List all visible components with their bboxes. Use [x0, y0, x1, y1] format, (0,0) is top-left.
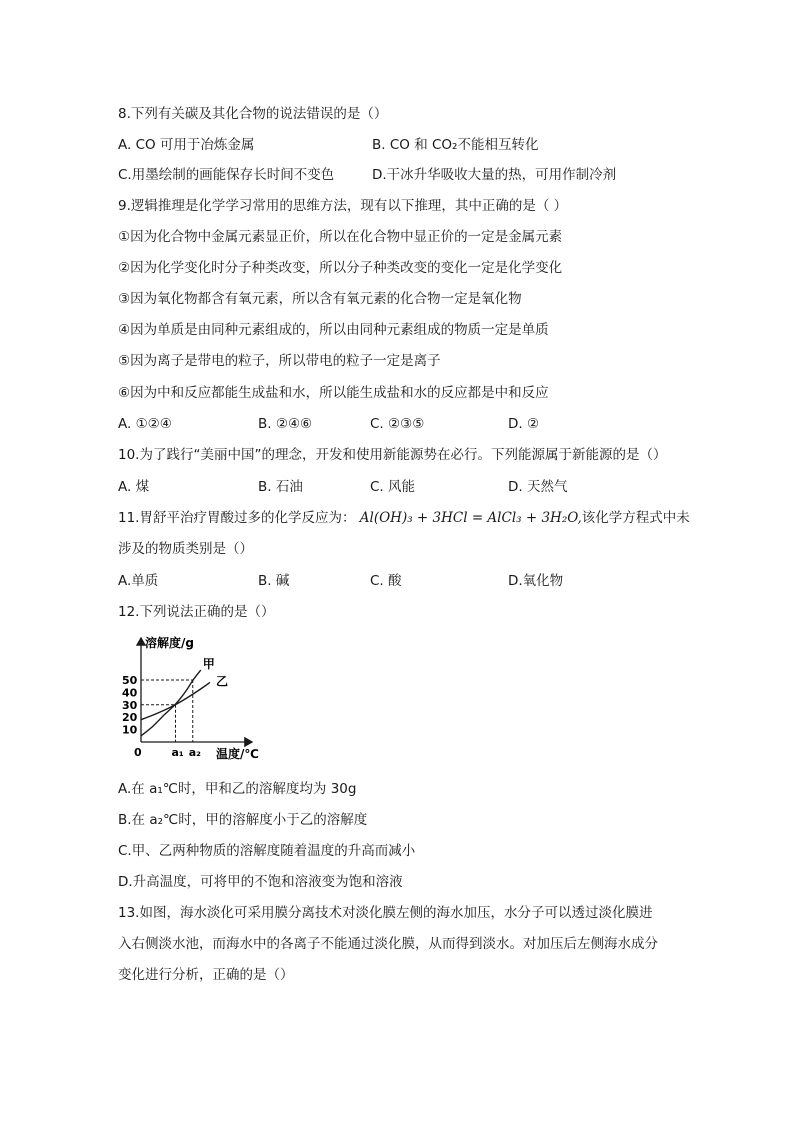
q12-option-d: D.升高温度，可将甲的不饱和溶液变为饱和溶液	[118, 874, 403, 890]
q10-stem: 10.为了践行“美丽中国”的理念，开发和使用新能源势在必行。下列能源属于新能源的是（）	[118, 447, 667, 463]
series-label-jia: 甲	[202, 657, 215, 672]
q12-stem: 12.下列说法正确的是（）	[118, 604, 275, 620]
q11-stem-line2: 涉及的物质类别是（）	[118, 541, 253, 557]
q9-option-a: A. ①②④	[118, 416, 172, 432]
q11-option-c: C. 酸	[370, 573, 402, 589]
q13-line-2: 入右侧淡水池，而海水中的各离子不能通过淡化膜，从而得到淡水。对加压后左侧海水成分	[118, 936, 658, 952]
q10-option-b: B. 石油	[258, 479, 303, 495]
x-tick-label: a₂	[188, 746, 201, 759]
q9-stem: 9.逻辑推理是化学学习常用的思维方法，现有以下推理，其中正确的是（ ）	[118, 198, 568, 214]
q13-line-3: 变化进行分析，正确的是（）	[118, 967, 294, 983]
y-axis-label: 溶解度/g	[145, 636, 194, 650]
y-tick-label: 10	[122, 723, 138, 737]
y-tick-label: 20	[122, 711, 138, 725]
q9-option-b: B. ②④⑥	[258, 416, 313, 432]
origin-label: 0	[134, 746, 142, 759]
series-curve-yi	[141, 682, 210, 719]
q13-line-1: 13.如图，海水淡化可采用膜分离技术对淡化膜左侧的海水加压，水分子可以透过淡化膜进	[118, 905, 653, 921]
x-axis-label: 温度/℃	[216, 747, 259, 761]
solubility-chart	[112, 630, 272, 770]
q8-option-c: C.用墨绘制的画能保存长时间不变色	[118, 167, 335, 183]
q11-option-a: A.单质	[118, 573, 159, 589]
q11-stem-line1	[118, 509, 690, 527]
q8-option-d: D.干冰升华吸收大量的热，可用作制冷剂	[372, 167, 617, 183]
q12-option-b: B.在 a₂℃时，甲的溶解度小于乙的溶解度	[118, 812, 368, 828]
q11-formula: Al(OH)₃ + 3HCl = AlCl₃ + 3H₂O,	[359, 510, 582, 526]
q11-option-d: D.氧化物	[508, 573, 564, 589]
x-tick-label: a₁	[171, 746, 184, 759]
y-tick-label: 30	[122, 698, 138, 712]
q10-option-d: D. 天然气	[508, 479, 568, 495]
q9-statement-2: ②因为化学变化时分子种类改变，所以分子种类改变的变化一定是化学变化	[118, 260, 563, 276]
y-tick-label: 50	[122, 674, 138, 687]
q12-option-c: C.甲、乙两种物质的溶解度随着温度的升高而减小	[118, 843, 416, 859]
series-label-yi: 乙	[216, 674, 229, 689]
q8-option-b: B. CO 和 CO₂不能相互转化	[372, 137, 539, 153]
q9-statement-5: ⑤因为离子是带电的粒子，所以带电的粒子一定是离子	[118, 353, 441, 369]
q11-stem-suffix: 该化学方程式中未	[581, 510, 690, 526]
q11-option-b: B. 碱	[258, 573, 290, 589]
q9-statement-6: ⑥因为中和反应都能生成盐和水，所以能生成盐和水的反应都是中和反应	[118, 385, 549, 401]
q8-stem: 8.下列有关碳及其化合物的说法错误的是（）	[118, 106, 388, 122]
q9-statement-4: ④因为单质是由同种元素组成的，所以由同种元素组成的物质一定是单质	[118, 322, 549, 338]
q8-option-a: A. CO 可用于冶炼金属	[118, 137, 255, 153]
q12-option-a: A.在 a₁℃时，甲和乙的溶解度均为 30g	[118, 781, 357, 797]
q9-statement-1: ①因为化合物中金属元素显正价，所以在化合物中显正价的一定是金属元素	[118, 229, 563, 245]
q9-statement-3: ③因为氧化物都含有氧元素，所以含有氧元素的化合物一定是氧化物	[118, 291, 522, 307]
q11-stem-prefix: 11.胃舒平治疗胃酸过多的化学反应为：	[118, 510, 356, 526]
y-tick-label: 40	[122, 686, 138, 700]
q10-option-c: C. 风能	[370, 479, 416, 495]
q9-option-c: C. ②③⑤	[370, 416, 425, 432]
q9-option-d: D. ②	[508, 416, 540, 432]
q10-option-a: A. 煤	[118, 479, 150, 495]
